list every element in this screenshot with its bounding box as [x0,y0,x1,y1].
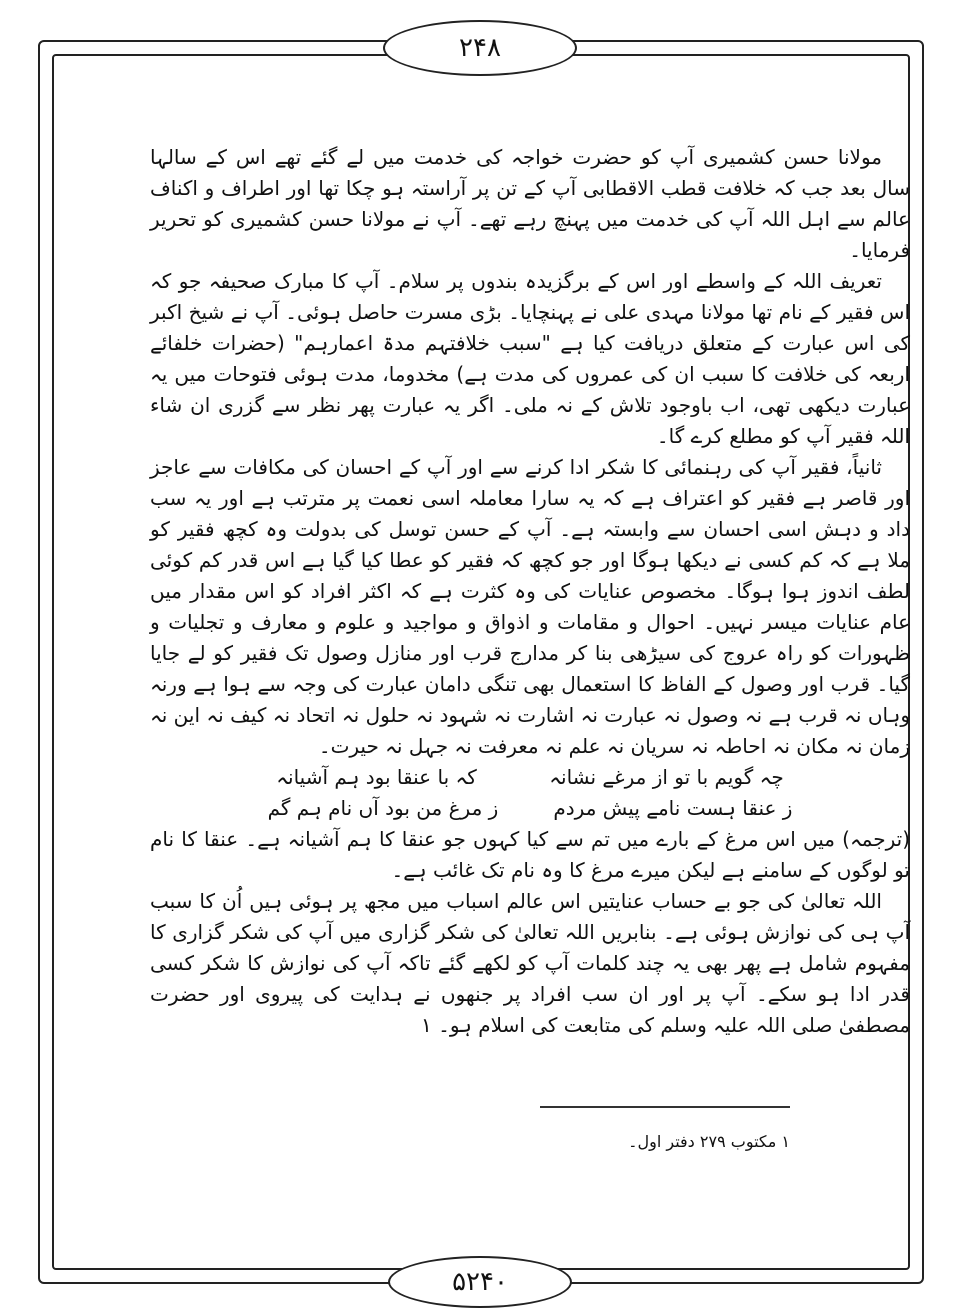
verse-line-1 [240,762,820,793]
paragraph: اللہ تعالیٰ کی جو بے حساب عنایتیں اس عالم اسباب میں مجھ پر ہوئی ہیں اُن کا سبب آپ ہی کی نوازش ہوئی ہے۔ بنابریں اللہ تعالیٰ کی شکر گزاری میں آپ کی شکر گزاری کا مفہوم شامل ہے پھر بھی یہ چند کلمات آپ کو لکھے گئے تاکہ آپ کی نوازش کا شکر کسی قدر ادا ہو سکے۔ آپ پر اور ان سب افراد پر جنھوں نے ہدایت کی پیروی اور حضرت مصطفیٰ صلی اللہ علیہ وسلم کی متابعت کی اسلام ہو۔ ۱ [150,889,910,1037]
paragraph: ثانیاً، فقیر آپ کی رہنمائی کا شکر ادا کرنے سے اور آپ کے احسان کی مکافات سے عاجز اور قاصر ہے فقیر کو اعتراف ہے کہ یہ سارا معاملہ اسی نعمت پر مترتب ہے اور یہ سب داد و دہش اسی احسان سے وابستہ ہے۔ آپ کے حسن توسل کی بدولت وہ کچھ فقیر کو ملا ہے کہ کم کسی نے دیکھا ہوگا اور جو کچھ کہ فقیر کو عطا کیا گیا ہے اس قدر کم کوئی لطف اندوز ہوا ہوگا۔ مخصوص عنایات کی وہ کثرت ہے کہ اکثر افراد کو اس مقدار میں عام عنایات میسر نہیں۔ احوال و مقامات و اذواق و مواجید و علوم و معارف و تجلیات و ظہورات کو راہ عروج کی سیڑھی بنا کر مدارج قرب اور منازل وصول تک فقیر کو لے جایا گیا۔ قرب اور وصول کے الفاظ کا استعمال بھی تنگی دامان عبارت کی وجہ سے ہوا ہے ورنہ وہاں نہ قرب ہے نہ وصول نہ عبارت نہ اشارت نہ شہود نہ حلول نہ اتحاد نہ کیف نہ این نہ زمان نہ مکان نہ احاطہ نہ سریان نہ علم نہ معرفت نہ جہل نہ حیرت۔ [150,455,910,758]
paragraph: تعریف اللہ کے واسطے اور اس کے برگزیدہ بندوں پر سلام۔ آپ کا مبارک صحیفہ جو کہ اس فقیر کے نام تھا مولانا مہدی علی نے پہنچایا۔ بڑی مسرت حاصل ہوئی۔ آپ نے شیخ اکبر کی اس عبارت کے متعلق دریافت کیا ہے "سبب خلافتہم مدۃ اعمارہم" (حضرات خلفائے اربعہ کی خلافت کا سبب ان کی عمروں کی مدت ہے) مخدوما، مدت ہوئی فتوحات میں یہ عبارت دیکھی تھی، اب باوجود تلاش کے نہ ملی۔ اگر یہ عبارت پھر نظر سے گزری ان شاء اللہ فقیر آپ کو مطلع کرے گا۔ [150,269,910,448]
page-number-bottom: ۵۲۴۰ [388,1256,572,1308]
footnote: ۱ مکتوب ۲۷۹ دفتر اول۔ [628,1132,790,1151]
main-text [150,142,910,1041]
verse-hemistich: ز مرغ من بود آں نام ہم گم [267,796,499,820]
paragraph: (ترجمہ) میں اس مرغ کے بارے میں تم سے کیا کہوں جو عنقا کا ہم آشیانہ ہے۔ عنقا کا نام تو لوگوں کے سامنے ہے لیکن میرے مرغ کا وہ نام تک غائب ہے۔ [150,827,910,882]
verse-hemistich: کہ با عنقا بود ہم آشیانہ [276,765,477,789]
verse-line-2 [240,793,820,824]
paragraph: مولانا حسن کشمیری آپ کو حضرت خواجہ کی خدمت میں لے گئے تھے اس کے سالہا سال بعد جب کہ خلافت قطب الاقطابی آپ کے تن پر آراستہ ہو چکا تھا اور اطراف و اکناف عالم سے اہل اللہ آپ کی خدمت میں پہنچ رہے تھے۔ آپ نے مولانا حسن کشمیری کو تحریر فرمایا۔ [150,145,910,262]
verse-hemistich: چہ گویم با تو از مرغے نشانہ [549,765,784,789]
verse-hemistich: ز عنقا ہست نامے پیش مردم [553,796,793,820]
footnote-divider [540,1106,790,1108]
page-number-top: ۲۴۸ [383,20,577,76]
